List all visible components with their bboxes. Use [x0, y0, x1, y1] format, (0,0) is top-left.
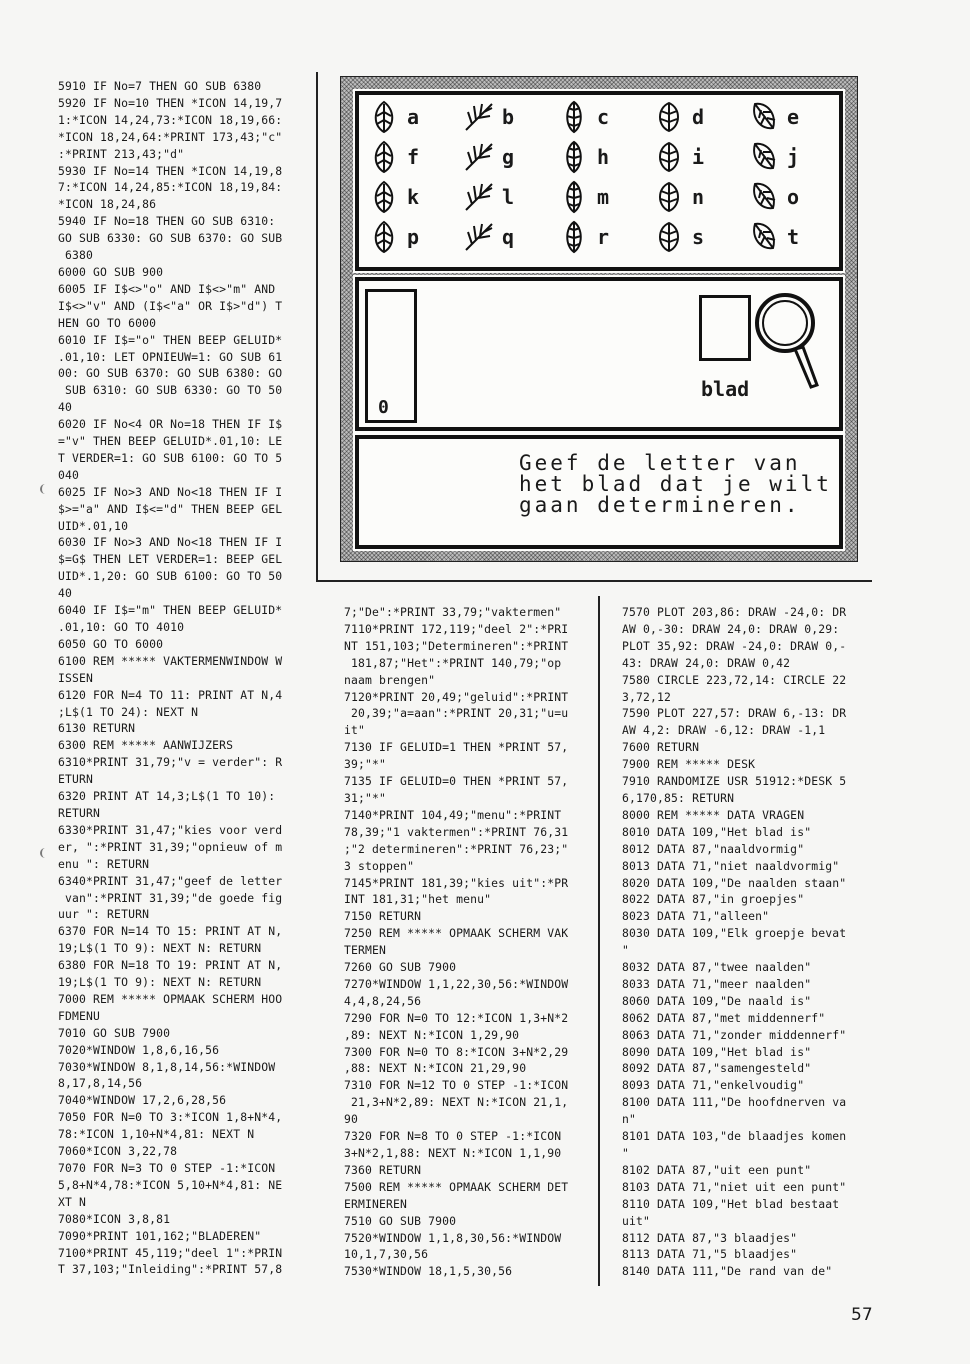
leaf-icon — [557, 180, 591, 214]
leaf-icon — [462, 180, 496, 214]
code-line: 7000 REM ***** OPMAAK SCHERM HOO — [58, 991, 283, 1006]
code-line: 7140*PRINT 104,49;"menu":*PRINT — [344, 807, 562, 822]
code-line: 40 — [58, 400, 73, 415]
code-line: 7030*WINDOW 8,1,8,14,56:*WINDOW — [58, 1059, 276, 1074]
code-line: 6380 — [58, 248, 94, 263]
code-line: 8000 REM ***** DATA VRAGEN — [622, 807, 805, 822]
leaf-letter: n — [692, 185, 706, 209]
code-line: SUB 6310: GO SUB 6330: GO TO 50 — [58, 383, 283, 398]
code-line: $>="a" AND I$<="d" THEN BEEP GEL — [58, 501, 283, 516]
leaf-choice-a — [367, 97, 477, 137]
code-line: 7250 REM ***** OPMAAK SCHERM VAK — [344, 926, 569, 941]
spectrum-screen — [340, 76, 858, 562]
code-line: ;"2 determineren":*PRINT 76,23;" — [344, 841, 569, 856]
leaf-choice-f — [367, 137, 477, 177]
code-line: ,88: NEXT N:*ICON 21,29,90 — [344, 1061, 527, 1076]
code-line: 31;"*" — [344, 790, 387, 805]
leaf-icon-window — [355, 91, 843, 271]
leaf-icon — [367, 180, 401, 214]
leaf-letter: c — [597, 105, 611, 129]
code-line: 6330*PRINT 31,47;"kies voor verd — [58, 822, 283, 837]
leaf-letter: k — [407, 185, 421, 209]
code-line: 7310 FOR N=12 TO 0 STEP -1:*ICON — [344, 1078, 569, 1093]
code-line: n" — [622, 1112, 637, 1127]
code-line: 6320 PRINT AT 14,3;L$(1 TO 10): — [58, 789, 276, 804]
code-column-left — [58, 78, 290, 1278]
code-line: 3,72,12 — [622, 689, 672, 704]
code-line: 8013 DATA 71,"niet naaldvormig" — [622, 858, 840, 873]
code-line: ,89: NEXT N:*ICON 1,29,90 — [344, 1027, 520, 1042]
code-line: $=G$ THEN LET VERDER=1: BEEP GEL — [58, 552, 283, 567]
code-line: .01,10: LET OPNIEUW=1: GO SUB 61 — [58, 349, 283, 364]
code-line: 7:*ICON 14,24,85:*ICON 18,19,84: — [58, 180, 283, 195]
leaf-choice-k — [367, 177, 477, 217]
code-line: 7270*WINDOW 1,1,22,30,56:*WINDOW — [344, 976, 569, 991]
code-line: .01,10: GO TO 4010 — [58, 620, 185, 634]
leaf-letter: o — [787, 185, 801, 209]
code-column-right — [622, 604, 856, 1280]
leaf-icon — [557, 100, 591, 134]
code-line: 7600 RETURN — [622, 740, 700, 755]
code-line: 10,1,7,30,56 — [344, 1247, 429, 1262]
code-line: HEN GO TO 6000 — [58, 315, 157, 330]
code-line: NT 151,103;"Determineren":*PRINT — [344, 638, 569, 653]
leaf-choice-r — [557, 217, 667, 257]
punch-mark — [40, 484, 56, 494]
leaf-letter: h — [597, 145, 611, 169]
code-line: 7290 FOR N=0 TO 12:*ICON 1,3+N*2 — [344, 1010, 569, 1025]
message-line: het blad dat je wilt — [519, 472, 832, 496]
code-line: 8112 DATA 87,"3 blaadjes" — [622, 1230, 798, 1245]
leaf-choice-b — [462, 97, 572, 137]
code-line: 8,17,8,14,56 — [58, 1076, 143, 1091]
message-line: Geef de letter van — [519, 451, 801, 475]
leaf-choice-p — [367, 217, 477, 257]
code-line: " — [622, 1146, 630, 1160]
code-line: INT 181,31;"het menu" — [344, 892, 492, 907]
code-line: 8020 DATA 109,"De naalden staan" — [622, 875, 847, 890]
leaf-letter: b — [502, 105, 516, 129]
code-line: 5920 IF No=10 THEN *ICON 14,19,7 — [58, 95, 283, 110]
instruction-text — [519, 453, 839, 516]
code-line: 8093 DATA 71,"enkelvoudig" — [622, 1078, 805, 1093]
code-line: 8012 DATA 87,"naaldvormig" — [622, 841, 805, 856]
leaf-icon — [462, 100, 496, 134]
code-line: 8030 DATA 109,"Elk groepje bevat — [622, 926, 847, 941]
code-line: 7020*WINDOW 1,8,6,16,56 — [58, 1042, 220, 1057]
code-line: 43: DRAW 24,0: DRAW 0,42 — [622, 655, 791, 670]
code-column-middle — [344, 604, 576, 1280]
code-line: 7145*PRINT 181,39;"kies uit":*PR — [344, 875, 569, 890]
leaf-letter: s — [692, 225, 706, 249]
code-line: 8100 DATA 111,"De hoofdnerven va — [622, 1095, 847, 1110]
code-line: 7;"De":*PRINT 33,79;"vaktermen" — [344, 605, 562, 619]
code-line: 8023 DATA 71,"alleen" — [622, 909, 770, 924]
leaf-letter: p — [407, 225, 421, 249]
code-line: 90 — [344, 1112, 359, 1127]
code-line: 39;"*" — [344, 757, 387, 772]
code-line: 5,8+N*4,78:*ICON 5,10+N*4,81: NE — [58, 1177, 283, 1192]
leaf-icon — [367, 220, 401, 254]
code-line: 00: GO SUB 6370: GO SUB 6380: GO — [58, 366, 283, 381]
empty-frame-right — [699, 295, 751, 361]
code-line: 7130 IF GELUID=1 THEN *PRINT 57, — [344, 740, 569, 755]
leaf-choice-e — [747, 97, 857, 137]
code-line: 4,4,8,24,56 — [344, 993, 422, 1008]
leaf-icon — [462, 220, 496, 254]
code-line: 6005 IF I$<>"o" AND I$<>"m" AND — [58, 281, 276, 296]
preview-window — [355, 277, 843, 431]
leaf-icon — [652, 180, 686, 214]
code-line: 7060*ICON 3,22,78 — [58, 1144, 178, 1159]
code-line: 7320 FOR N=8 TO 0 STEP -1:*ICON — [344, 1129, 562, 1144]
code-line: 040 — [58, 467, 80, 482]
leaf-choice-g — [462, 137, 572, 177]
leaf-icon — [652, 220, 686, 254]
code-line: ETURN — [58, 772, 94, 787]
leaf-icon — [747, 180, 781, 214]
code-line: ISSEN — [58, 670, 94, 685]
empty-frame-left — [365, 289, 417, 423]
leaf-choice-o — [747, 177, 857, 217]
code-line: PLOT 35,92: DRAW -24,0: DRAW 0,- — [622, 638, 847, 653]
code-line: 6040 IF I$="m" THEN BEEP GELUID* — [58, 603, 283, 618]
leaf-choice-d — [652, 97, 762, 137]
code-line: 7510 GO SUB 7900 — [344, 1213, 457, 1228]
code-line: 78:*ICON 1,10+N*4,81: NEXT N — [58, 1127, 255, 1142]
leaf-icon — [747, 140, 781, 174]
leaf-letter: t — [787, 225, 801, 249]
leaf-icon — [652, 140, 686, 174]
leaf-choice-m — [557, 177, 667, 217]
code-line: 6120 FOR N=4 TO 11: PRINT AT N,4 — [58, 687, 283, 702]
code-line: :*PRINT 213,43;"d" — [58, 146, 185, 161]
code-line: 8101 DATA 103,"de blaadjes komen — [622, 1129, 847, 1144]
code-line: 21,3+N*2,89: NEXT N:*ICON 21,1, — [344, 1095, 569, 1110]
code-line: 7010 GO SUB 7900 — [58, 1025, 171, 1040]
code-line: T VERDER=1: GO SUB 6100: GO TO 5 — [58, 450, 283, 465]
code-line: 6340*PRINT 31,47;"geef de letter — [58, 873, 283, 888]
leaf-icon — [367, 140, 401, 174]
code-line: *ICON 18,24,86 — [58, 197, 157, 212]
code-line: 19;L$(1 TO 9): NEXT N: RETURN — [58, 975, 262, 990]
leaf-letter: m — [597, 185, 611, 209]
code-line: it" — [344, 723, 366, 738]
code-line: 8033 DATA 71,"meer naalden" — [622, 976, 812, 991]
code-line: 8010 DATA 109,"Het blad is" — [622, 824, 812, 839]
code-line: ERMINEREN — [344, 1196, 408, 1211]
code-line: 7040*WINDOW 17,2,6,28,56 — [58, 1093, 227, 1108]
code-line: 8022 DATA 87,"in groepjes" — [622, 892, 805, 907]
code-line: enu ": RETURN — [58, 856, 150, 871]
code-line: 7090*PRINT 101,162;"BLADEREN" — [58, 1228, 262, 1243]
code-line: 6030 IF No>3 AND No<18 THEN IF I — [58, 535, 283, 550]
code-line: 8103 DATA 71,"niet uit een punt" — [622, 1179, 847, 1194]
code-line: 8063 DATA 71,"zonder middennerf" — [622, 1027, 847, 1042]
punch-mark — [40, 848, 56, 858]
magnifier-icon — [755, 287, 825, 417]
code-line: 7050 FOR N=0 TO 3:*ICON 1,8+N*4, — [58, 1110, 283, 1125]
code-line: 7570 PLOT 203,86: DRAW -24,0: DR — [622, 605, 847, 619]
leaf-letter: f — [407, 145, 421, 169]
code-line: 7070 FOR N=3 TO 0 STEP -1:*ICON — [58, 1161, 276, 1175]
leaf-choice-l — [462, 177, 572, 217]
leaf-letter: i — [692, 145, 706, 169]
code-line: 6010 IF I$="o" THEN BEEP GELUID* — [58, 332, 283, 347]
code-line: 20,39;"a=aan":*PRINT 20,31;"u=u — [344, 706, 569, 721]
code-line: 6020 IF No<4 OR No=18 THEN IF I$ — [58, 417, 283, 432]
leaf-choice-t — [747, 217, 857, 257]
code-line: 8092 DATA 87,"samengesteld" — [622, 1061, 812, 1076]
code-line: 8062 DATA 87,"met middennerf" — [622, 1010, 826, 1025]
code-line: 78,39;"1 vaktermen":*PRINT 76,31 — [344, 824, 569, 839]
code-line: AW 0,-30: DRAW 24,0: DRAW 0,29: — [622, 621, 840, 636]
code-line: I$<>"v" AND (I$<"a" OR I$>"d") T — [58, 298, 283, 313]
leaf-letter: e — [787, 105, 801, 129]
section-divider — [316, 580, 872, 582]
code-line: UID*.01,10 — [58, 518, 129, 533]
code-line: 5910 IF No=7 THEN GO SUB 6380 — [58, 79, 262, 93]
code-line: 7900 REM ***** DESK — [622, 757, 756, 772]
leaf-letter: a — [407, 105, 421, 129]
code-line: 7080*ICON 3,8,81 — [58, 1211, 171, 1226]
code-line: 8032 DATA 87,"twee naalden" — [622, 960, 812, 975]
code-line: T 37,103;"Inleiding":*PRINT 57,8 — [58, 1262, 283, 1277]
code-line: UID*.1,20: GO SUB 6100: GO TO 50 — [58, 569, 283, 584]
leaf-letter: l — [502, 185, 516, 209]
code-line: 5930 IF No=14 THEN *ICON 14,19,8 — [58, 163, 283, 178]
code-line: 7150 RETURN — [344, 909, 422, 924]
code-line: 19;L$(1 TO 9): NEXT N: RETURN — [58, 941, 262, 956]
leaf-letter: q — [502, 225, 516, 249]
code-line: 6,170,85: RETURN — [622, 790, 735, 805]
code-line: 7580 CIRCLE 223,72,14: CIRCLE 22 — [622, 672, 847, 687]
code-line: 6100 REM ***** VAKTERMENWINDOW W — [58, 653, 283, 668]
code-line: 6380 FOR N=18 TO 19: PRINT AT N, — [58, 958, 283, 973]
code-line: " — [622, 943, 630, 958]
code-line: AW 4,2: DRAW -6,12: DRAW -1,1 — [622, 723, 826, 738]
code-line: RETURN — [58, 805, 101, 820]
code-line: van":*PRINT 31,39;"de goede fig — [58, 890, 283, 905]
code-line: uit" — [622, 1213, 651, 1228]
code-line: uur ": RETURN — [58, 907, 150, 922]
leaf-letter: g — [502, 145, 516, 169]
code-line: 6300 REM ***** AANWIJZERS — [58, 738, 234, 753]
leaf-icon — [557, 140, 591, 174]
code-line: 8102 DATA 87,"uit een punt" — [622, 1162, 812, 1177]
code-line: 7300 FOR N=0 TO 8:*ICON 3+N*2,29 — [344, 1044, 569, 1059]
code-line: 5940 IF No=18 THEN GO SUB 6310: — [58, 214, 276, 229]
leaf-letter: d — [692, 105, 706, 129]
code-line: 7100*PRINT 45,119;"deel 1":*PRIN — [58, 1245, 283, 1260]
leaf-icon — [367, 100, 401, 134]
leaf-icon — [747, 220, 781, 254]
column-divider-left — [316, 72, 318, 582]
code-line: 8090 DATA 109,"Het blad is" — [622, 1044, 812, 1059]
code-line: 1:*ICON 14,24,73:*ICON 18,19,66: — [58, 112, 283, 127]
code-line: 7110*PRINT 172,119;"deel 2":*PRI — [344, 621, 569, 636]
code-line: 3+N*2,1,88: NEXT N:*ICON 1,1,90 — [344, 1146, 562, 1160]
code-line: 7260 GO SUB 7900 — [344, 960, 457, 975]
code-line: 7360 RETURN — [344, 1162, 422, 1177]
code-line: 7120*PRINT 20,49;"geluid":*PRINT — [344, 689, 569, 704]
leaf-letter: r — [597, 225, 611, 249]
leaf-icon — [747, 100, 781, 134]
page-number: 57 — [851, 1305, 873, 1325]
code-line: 8113 DATA 71,"5 blaadjes" — [622, 1247, 798, 1262]
code-line: 181,87;"Het":*PRINT 140,79;"op — [344, 655, 562, 670]
leaf-choice-s — [652, 217, 762, 257]
code-line: 7135 IF GELUID=0 THEN *PRINT 57, — [344, 774, 569, 789]
code-line: er, ":*PRINT 31,39;"opnieuw of m — [58, 839, 283, 854]
code-line: 7500 REM ***** OPMAAK SCHERM DET — [344, 1179, 569, 1194]
code-line: 6025 IF No>3 AND No<18 THEN IF I — [58, 484, 283, 499]
code-line: 6000 GO SUB 900 — [58, 264, 164, 279]
code-line: TERMEN — [344, 943, 387, 958]
code-line: 8140 DATA 111,"De rand van de" — [622, 1264, 833, 1279]
code-line: FDMENU — [58, 1008, 101, 1023]
code-line: 7590 PLOT 227,57: DRAW 6,-13: DR — [622, 706, 847, 721]
code-line: 7530*WINDOW 18,1,5,30,56 — [344, 1264, 513, 1279]
column-divider-right — [598, 596, 600, 1286]
code-line: 6310*PRINT 31,79;"v = verder": R — [58, 755, 283, 770]
message-line: gaan determineren. — [519, 493, 801, 517]
code-line: ;L$(1 TO 24): NEXT N — [58, 704, 199, 719]
leaf-choice-j — [747, 137, 857, 177]
frame-left-label: 0 — [378, 397, 389, 418]
leaf-choice-i — [652, 137, 762, 177]
code-line: 8060 DATA 109,"De naald is" — [622, 993, 812, 1008]
leaf-choice-q — [462, 217, 572, 257]
leaf-choice-c — [557, 97, 667, 137]
blad-label: blad — [701, 377, 750, 401]
code-line: ="v" THEN BEEP GELUID*.01,10: LE — [58, 434, 283, 449]
leaf-icon — [462, 140, 496, 174]
code-line: 7520*WINDOW 1,1,8,30,56:*WINDOW — [344, 1230, 562, 1245]
code-line: 6050 GO TO 6000 — [58, 636, 164, 651]
leaf-choice-n — [652, 177, 762, 217]
code-line: 40 — [58, 586, 73, 601]
leaf-icon — [652, 100, 686, 134]
leaf-choice-h — [557, 137, 667, 177]
code-line: *ICON 18,24,64:*PRINT 173,43;"c" — [58, 129, 283, 144]
code-line: 8110 DATA 109,"Het blad bestaat — [622, 1196, 840, 1211]
code-line: XT N — [58, 1194, 87, 1209]
message-window — [355, 435, 843, 549]
code-line: 6130 RETURN — [58, 721, 136, 736]
code-line: 7910 RANDOMIZE USR 51912:*DESK 5 — [622, 774, 847, 789]
leaf-letter: j — [787, 145, 801, 169]
code-line: naam brengen" — [344, 672, 436, 687]
code-line: 6370 FOR N=14 TO 15: PRINT AT N, — [58, 924, 283, 939]
code-line: GO SUB 6330: GO SUB 6370: GO SUB — [58, 231, 283, 246]
code-line: 3 stoppen" — [344, 858, 415, 873]
leaf-icon — [557, 220, 591, 254]
